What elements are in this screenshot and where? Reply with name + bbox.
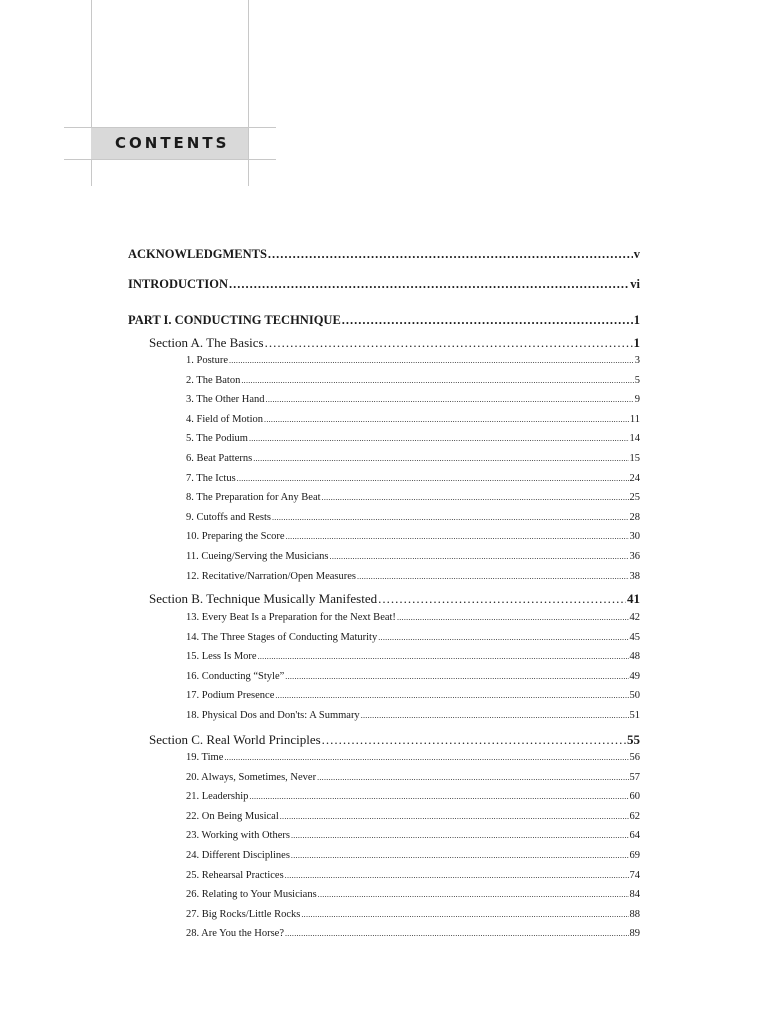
dot-leader [275,691,628,700]
toc-entry[interactable] [186,492,640,503]
toc-entry[interactable] [149,732,640,748]
dot-leader [264,415,629,424]
toc-entry[interactable] [186,355,640,366]
toc-entry-title: 18. Physical Dos and Don'ts: A Summary [186,710,360,721]
toc-entry-title: INTRODUCTION [128,277,229,291]
toc-entry-title: 22. On Being Musical [186,810,279,822]
toc-entry-page-number: 3 [634,355,640,366]
toc-entry[interactable] [186,690,640,701]
dot-leader [285,672,628,681]
toc-entry-title: Section A. The Basics [149,335,264,350]
toc-entry-title: 3. The Other Hand [186,394,265,406]
toc-entry-title: 11. Cueing/Serving the Musicians [186,551,329,562]
toc-entry-page-number: 74 [629,869,640,881]
toc-entry-title: ACKNOWLEDGMENTS [128,247,267,261]
dot-leader [229,356,634,365]
toc-entry-page-number: 38 [629,570,640,582]
toc-entry-title: 28. Are You the Horse? [186,928,284,940]
toc-entry[interactable] [186,551,640,562]
toc-entry[interactable] [186,453,640,464]
toc-entry[interactable] [186,571,640,582]
toc-entry-page-number: 41 [627,591,640,606]
toc-entry-page-number: 89 [629,928,640,940]
dot-leader [301,910,628,919]
toc-entry-page-number: 84 [629,889,640,901]
page-title: CONTENTS [115,134,230,152]
toc-entry[interactable] [186,811,640,822]
dot-leader [241,376,633,385]
toc-entry-title: 16. Conducting “Style” [186,670,285,682]
toc-entry[interactable] [186,889,640,900]
toc-entry-page-number: 11 [629,413,640,425]
toc-entry-page-number: 9 [634,394,640,406]
toc-entry-page-number: 49 [629,670,640,682]
toc-entry-title: PART I. CONDUCTING TECHNIQUE [128,313,341,327]
toc-entry[interactable] [186,612,640,623]
toc-entry-page-number: 50 [629,690,640,702]
dot-leader [342,313,633,328]
dot-leader [266,395,634,404]
toc-entry[interactable] [186,830,640,841]
dot-leader [357,572,629,581]
dot-leader [224,753,628,762]
toc-entry-page-number: 51 [629,710,640,721]
toc-entry[interactable] [186,512,640,523]
toc-entry-title: 19. Time [186,752,224,763]
toc-entry-page-number: 69 [629,850,640,861]
toc-entry-page-number: 24 [629,472,640,484]
toc-entry[interactable] [186,870,640,881]
toc-entry[interactable] [186,850,640,861]
toc-entry-title: 5. The Podium [186,433,248,445]
toc-entry-page-number: 42 [629,612,640,623]
dot-leader [285,929,629,938]
toc-entry[interactable] [128,277,640,292]
toc-entry-page-number: 57 [629,771,640,783]
toc-entry-title: 2. The Baton [186,374,241,386]
dot-leader [249,434,629,443]
toc-entry-title: 26. Relating to Your Musicians [186,889,317,901]
dot-leader [361,711,629,720]
toc-entry-page-number: 88 [629,908,640,920]
dot-leader [322,732,626,748]
toc-entry-title: 20. Always, Sometimes, Never [186,771,317,783]
dot-leader [291,831,629,840]
toc-entry-title: 1. Posture [186,355,228,366]
toc-entry-title: 27. Big Rocks/Little Rocks [186,908,301,920]
dot-leader [286,532,629,541]
toc-entry[interactable] [149,591,640,607]
toc-entry[interactable] [186,632,640,643]
toc-entry-title: 13. Every Beat Is a Preparation for the Next Beat! [186,612,396,623]
toc-entry-page-number: 1 [633,335,640,350]
toc-entry[interactable] [186,909,640,920]
toc-entry-title: 9. Cutoffs and Rests [186,511,271,523]
toc-entry[interactable] [186,791,640,802]
toc-entry-page-number: 64 [629,830,640,842]
dot-leader [378,591,626,607]
dot-leader [272,513,629,522]
dot-leader [285,871,629,880]
toc-entry[interactable] [186,671,640,682]
dot-leader [317,773,628,782]
toc-entry-title: 12. Recitative/Narration/Open Measures [186,570,356,582]
toc-entry-page-number: 25 [629,492,640,504]
toc-entry-page-number: 5 [634,374,640,386]
toc-entry-page-number: 36 [629,551,640,562]
dot-leader [318,890,629,899]
toc-entry-title: 15. Less Is More [186,651,257,663]
toc-entry[interactable] [186,414,640,425]
toc-entry-title: 25. Rehearsal Practices [186,869,284,881]
toc-entry-page-number: 28 [629,511,640,523]
toc-entry-title: 4. Field of Motion [186,413,264,425]
toc-entry-title: 14. The Three Stages of Conducting Maturity [186,631,378,643]
toc-entry[interactable] [186,473,640,484]
toc-entry-page-number: 15 [629,453,640,464]
toc-entry[interactable] [128,313,640,328]
toc-entry-page-number: 1 [633,313,640,327]
toc-entry[interactable] [149,335,640,351]
dot-leader [291,851,629,860]
toc-entry-page-number: v [633,247,640,261]
dot-leader [229,277,629,292]
dot-leader [397,613,629,622]
dot-leader [330,552,629,561]
toc-entry-title: 24. Different Disciplines [186,850,290,861]
toc-entry-title: 8. The Preparation for Any Beat [186,492,321,504]
toc-entry-title: 23. Working with Others [186,830,290,842]
toc-entry-title: 6. Beat Patterns [186,453,253,464]
toc-entry-page-number: 48 [629,651,640,663]
toc-entry[interactable] [186,710,640,721]
toc-entry[interactable] [186,394,640,405]
dot-leader [268,247,633,262]
toc-entry[interactable] [186,772,640,783]
toc-entry-title: 17. Podium Presence [186,690,275,702]
toc-entry-page-number: 14 [629,433,640,445]
toc-entry[interactable] [186,752,640,763]
toc-entry[interactable] [186,651,640,662]
toc-entry[interactable] [186,433,640,444]
toc-entry-page-number: 56 [629,752,640,763]
dot-leader [322,493,629,502]
toc-entry-title: 7. The Ictus [186,472,236,484]
toc-entry-page-number: 60 [629,791,640,803]
toc-entry[interactable] [186,375,640,386]
dot-leader [253,454,628,463]
toc-entry-page-number: 45 [629,631,640,643]
dot-leader [378,633,628,642]
toc-entry-page-number: 62 [629,810,640,822]
toc-entry-title: 21. Leadership [186,791,249,803]
toc-entry[interactable] [186,531,640,542]
dot-leader [258,652,629,661]
dot-leader [265,335,633,351]
toc-entry[interactable] [186,928,640,939]
toc-entry-page-number: 30 [629,531,640,543]
toc-entry-page-number: 55 [627,732,640,747]
toc-entry-title: Section C. Real World Principles [149,732,321,747]
toc-entry-page-number: vi [630,277,640,291]
dot-leader [237,474,629,483]
toc-entry-title: 10. Preparing the Score [186,531,285,543]
toc-entry-title: Section B. Technique Musically Manifested [149,591,378,606]
toc-entry[interactable] [128,247,640,262]
dot-leader [280,812,629,821]
dot-leader [249,792,628,801]
